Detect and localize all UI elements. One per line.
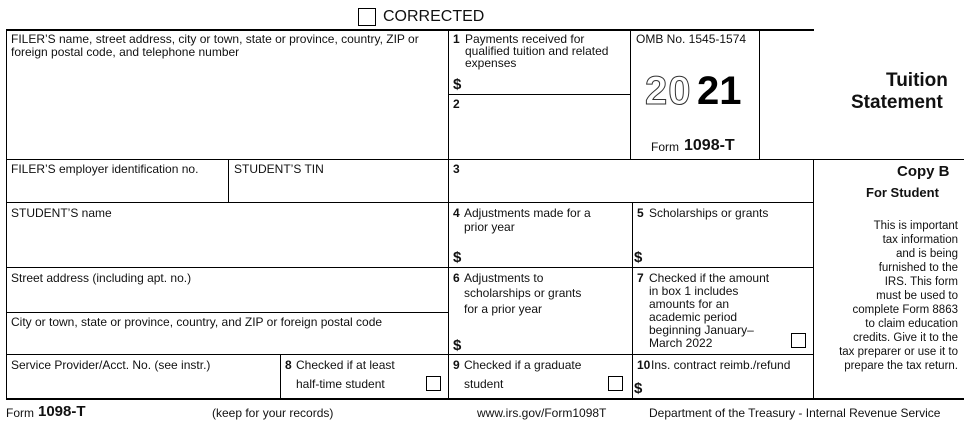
box10-amount-field[interactable] xyxy=(647,378,811,396)
box7-label-6: March 2022 xyxy=(649,336,713,350)
form-bottom-border xyxy=(6,398,964,400)
box4-label-1: Adjustments made for a xyxy=(464,206,591,220)
box7-label-4: academic period xyxy=(649,310,738,324)
box4-label-2: prior year xyxy=(464,220,515,234)
box5-label: Scholarships or grants xyxy=(649,206,769,220)
tax-year-prefix: 20 xyxy=(645,69,692,113)
box10-dollar: $ xyxy=(634,380,643,397)
box4-dollar: $ xyxy=(453,249,462,266)
box9-label-2: student xyxy=(464,377,504,391)
box6-label-2: scholarships or grants xyxy=(464,286,582,300)
filer-name-label-1: FILER’S name, street address, city or town, state or province, country, ZIP or xyxy=(11,32,419,46)
copy-b-notice-line: complete Form 8863 xyxy=(852,304,958,316)
copy-b-notice-line: prepare the tax return. xyxy=(844,360,958,372)
box2-number: 2 xyxy=(453,97,460,111)
copy-b-notice-line: credits. Give it to the xyxy=(853,332,958,344)
corrected-label: CORRECTED xyxy=(383,8,485,25)
box1-amount-field[interactable] xyxy=(466,76,626,93)
box3-field[interactable] xyxy=(450,178,811,200)
footer-url: www.irs.gov/Form1098T xyxy=(477,406,607,420)
omb-form-word: Form xyxy=(651,140,679,154)
student-name-field[interactable] xyxy=(8,222,446,265)
form-top-border xyxy=(6,29,814,31)
box7-number: 7 xyxy=(637,271,644,285)
corrected-checkbox[interactable] xyxy=(358,8,376,26)
box5-dollar: $ xyxy=(634,249,643,266)
city-field[interactable] xyxy=(8,331,446,352)
copy-b-notice xyxy=(816,219,958,373)
copy-b-notice-line: must be used to xyxy=(876,290,958,302)
copy-b-notice-line: tax information xyxy=(882,234,958,246)
student-name-label: STUDENT’S name xyxy=(11,206,112,220)
box9-checkbox[interactable] xyxy=(608,376,623,391)
box7-label-3: amounts for an xyxy=(649,297,730,311)
divider-provider-box8 xyxy=(280,354,281,398)
filer-name-label-2: foreign postal code, and telephone number xyxy=(11,45,240,59)
student-tin-label: STUDENT’S TIN xyxy=(234,162,324,176)
box1-number: 1 xyxy=(453,32,460,46)
title-statement: Statement xyxy=(851,92,943,113)
omb-form-number: 1098-T xyxy=(684,137,735,154)
box5-number: 5 xyxy=(637,206,644,220)
divider-box4-box5 xyxy=(632,202,633,398)
line-row5 xyxy=(6,354,814,355)
copy-b-notice-line: IRS. This form xyxy=(884,276,958,288)
copy-b-notice-line: to claim education xyxy=(865,318,958,330)
title-tuition: Tuition xyxy=(886,70,948,91)
city-label: City or town, state or province, country, and ZIP or foreign postal code xyxy=(11,315,383,329)
divider-ein-tin xyxy=(228,159,229,202)
student-tin-field[interactable] xyxy=(230,178,446,200)
service-provider-field[interactable] xyxy=(8,374,278,396)
line-row4 xyxy=(6,267,814,268)
box4-number: 4 xyxy=(453,206,460,220)
box6-label-1: Adjustments to xyxy=(464,271,544,285)
footer-form-number: 1098-T xyxy=(38,403,86,420)
filer-ein-field[interactable] xyxy=(8,178,226,200)
service-provider-label: Service Provider/Acct. No. (see instr.) xyxy=(11,358,211,372)
box9-number: 9 xyxy=(453,358,460,372)
omb-number: OMB No. 1545-1574 xyxy=(636,32,747,46)
box6-dollar: $ xyxy=(453,337,462,354)
line-box1-box2 xyxy=(448,94,630,95)
box7-label-5: beginning January– xyxy=(649,323,754,337)
street-address-field[interactable] xyxy=(8,287,446,310)
street-address-label: Street address (including apt. no.) xyxy=(11,271,192,285)
divider-filer-box1 xyxy=(448,29,449,399)
box5-amount-field[interactable] xyxy=(647,248,811,265)
tax-year-suffix: 21 xyxy=(697,69,742,113)
box6-number: 6 xyxy=(453,271,460,285)
box8-label-2: half-time student xyxy=(296,377,385,391)
footer-department: Department of the Treasury - Internal Revenue Service xyxy=(649,406,941,420)
line-street-city xyxy=(6,312,448,313)
divider-main-side xyxy=(813,159,814,399)
line-row2 xyxy=(6,159,964,160)
copy-b-notice-line: tax preparer or use it to xyxy=(839,346,958,358)
box7-label-2: in box 1 includes xyxy=(649,284,739,298)
copy-b-notice-line: and is being xyxy=(895,248,958,260)
filer-name-field[interactable] xyxy=(8,60,446,157)
filer-ein-label: FILER’S employer identification no. xyxy=(11,162,199,176)
box10-number: 10 xyxy=(637,358,651,372)
box7-checkbox[interactable] xyxy=(791,333,806,348)
box4-amount-field[interactable] xyxy=(466,248,628,265)
for-student-label: For Student xyxy=(866,185,939,200)
box2-field[interactable] xyxy=(450,112,628,157)
box6-amount-field[interactable] xyxy=(466,336,628,353)
box8-checkbox[interactable] xyxy=(426,376,441,391)
box6-label-3: for a prior year xyxy=(464,302,543,316)
footer-keep-note: (keep for your records) xyxy=(212,406,334,420)
box1-dollar: $ xyxy=(453,76,462,93)
divider-omb-side xyxy=(759,29,760,159)
box8-label-1: Checked if at least xyxy=(296,358,395,372)
box1-label-3: expenses xyxy=(465,56,517,70)
copy-b-label: Copy B xyxy=(897,163,950,180)
box1-label-1: Payments received for xyxy=(465,32,585,46)
copy-b-notice-line: furnished to the xyxy=(878,262,958,274)
box10-label: Ins. contract reimb./refund xyxy=(651,358,791,372)
box3-number: 3 xyxy=(453,162,460,176)
form-left-border xyxy=(6,29,7,399)
box9-label-1: Checked if a graduate xyxy=(464,358,582,372)
line-row3 xyxy=(6,202,814,203)
box8-number: 8 xyxy=(285,358,292,372)
box1-label-2: qualified tuition and related xyxy=(465,44,609,58)
divider-box1-omb xyxy=(630,29,631,159)
copy-b-notice-line: This is important xyxy=(873,220,958,232)
footer-form-word: Form xyxy=(6,406,34,420)
box7-label-1: Checked if the amount xyxy=(649,271,770,285)
